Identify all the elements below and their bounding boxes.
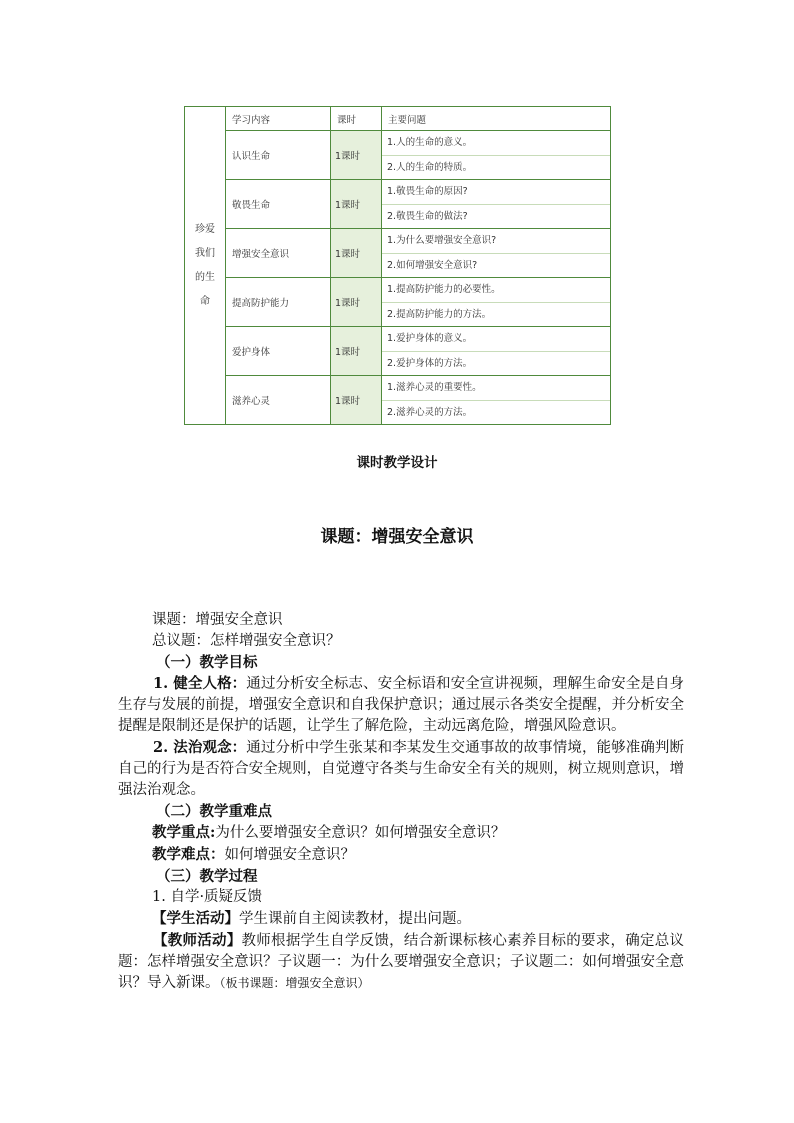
student-activity (118, 908, 684, 930)
row-content: 滋养心灵 (226, 376, 331, 425)
question-2: 2.滋养心灵的方法。 (382, 400, 610, 425)
question-2: 2.敬畏生命的做法? (382, 204, 610, 229)
teacher-activity-text: 教师根据学生自学反馈，结合新课标核心素养目标的要求，确定总议题：怎样增强安全意识？子议题一：为什么要增强安全意识；子议题二：如何增强安全意识？导入新课。 (118, 933, 685, 991)
table-row (185, 229, 611, 278)
header-questions: 主要问题 (382, 107, 611, 131)
row-hours: 1课时 (331, 131, 382, 180)
table-row (185, 327, 611, 376)
question-1: 1.人的生命的意义。 (387, 137, 473, 148)
table-row (185, 131, 611, 180)
difficulty-label: 教学难点： (152, 846, 225, 863)
question-1: 1.爱护身体的意义。 (387, 333, 473, 344)
row-questions (382, 131, 611, 180)
question-2: 2.如何增强安全意识? (382, 253, 610, 278)
row-hours: 1课时 (331, 376, 382, 425)
row-content: 敬畏生命 (226, 180, 331, 229)
row-hours: 1课时 (331, 327, 382, 376)
header-content: 学习内容 (226, 107, 331, 131)
row-content: 提高防护能力 (226, 278, 331, 327)
student-activity-label: 【学生活动】 (152, 910, 239, 927)
lesson-title: 课题：增强安全意识 (320, 527, 474, 547)
row-hours: 1课时 (331, 229, 382, 278)
question-2: 2.爱护身体的方法。 (382, 351, 610, 376)
question-1: 1.为什么要增强安全意识? (387, 235, 497, 246)
unit-theme-line: 我们 (195, 247, 215, 259)
objective-2-text: 通过分析中学生张某和李某发生交通事故的故事情境，能够准确判断自己的行为是否符合安全规则，自觉遵守各类与生命安全有关的规则，树立规则意识，增强法治观念。 (118, 740, 685, 798)
objective-2 (118, 737, 684, 801)
unit-plan-table (184, 106, 611, 425)
row-content: 增强安全意识 (226, 229, 331, 278)
question-1: 1.敬畏生命的原因? (387, 186, 468, 197)
lesson-body (118, 610, 684, 994)
row-content: 爱护身体 (226, 327, 331, 376)
objective-1-label: 1. 健全人格： (153, 675, 247, 692)
row-questions (382, 229, 611, 278)
table-row (185, 180, 611, 229)
header-hours: 课时 (331, 107, 382, 131)
unit-theme-cell (185, 107, 226, 425)
table-row (185, 278, 611, 327)
objective-2-label: 2. 法治观念： (153, 739, 247, 756)
row-hours: 1课时 (331, 180, 382, 229)
key-point-text: 为什么要增强安全意识？如何增强安全意识？ (215, 825, 506, 841)
section-heading-objectives: （一）教学目标 (156, 654, 258, 671)
table-row (185, 376, 611, 425)
unit-theme-line: 命 (200, 295, 210, 307)
section-heading-process: （三）教学过程 (156, 868, 258, 885)
unit-theme-line: 的生 (195, 271, 215, 283)
main-issue-line: 总议题：怎样增强安全意识？ (152, 633, 341, 649)
question-1: 1.提高防护能力的必要性。 (387, 284, 501, 295)
row-questions (382, 180, 611, 229)
section-heading-key-points: （二）教学重难点 (156, 803, 272, 820)
row-questions (382, 376, 611, 425)
table-header-row (185, 107, 611, 131)
section-title: 课时教学设计 (356, 455, 438, 471)
objective-1-text: 通过分析安全标志、安全标语和安全宣讲视频，理解生命安全是自身生存与发展的前提，增强安全意识和自我保护意识；通过展示各类安全提醒，并分析安全提醒是限制还是保护的话题，让学生了解危险，主动远离危险，增强风险意识。 (118, 676, 685, 734)
student-activity-text: 学生课前自主阅读教材，提出问题。 (239, 911, 471, 927)
objective-1 (118, 673, 684, 737)
row-questions (382, 278, 611, 327)
unit-theme-line: 珍爱 (195, 223, 215, 235)
row-content: 认识生命 (226, 131, 331, 180)
key-point-line (118, 822, 684, 844)
key-point-label: 教学重点: (152, 824, 216, 841)
row-hours: 1课时 (331, 278, 382, 327)
question-2: 2.提高防护能力的方法。 (382, 302, 610, 327)
teacher-activity-label: 【教师活动】 (153, 932, 242, 949)
question-1: 1.滋养心灵的重要性。 (387, 382, 482, 393)
difficulty-text: 如何增强安全意识？ (224, 847, 355, 863)
question-2: 2.人的生命的特质。 (382, 155, 610, 180)
teacher-activity (118, 930, 684, 994)
row-questions (382, 327, 611, 376)
board-note: （板书课题：增强安全意识） (219, 976, 370, 990)
topic-line: 课题：增强安全意识 (152, 612, 283, 628)
step-1-line: 1. 自学·质疑反馈 (152, 889, 263, 905)
difficulty-line (118, 844, 684, 866)
